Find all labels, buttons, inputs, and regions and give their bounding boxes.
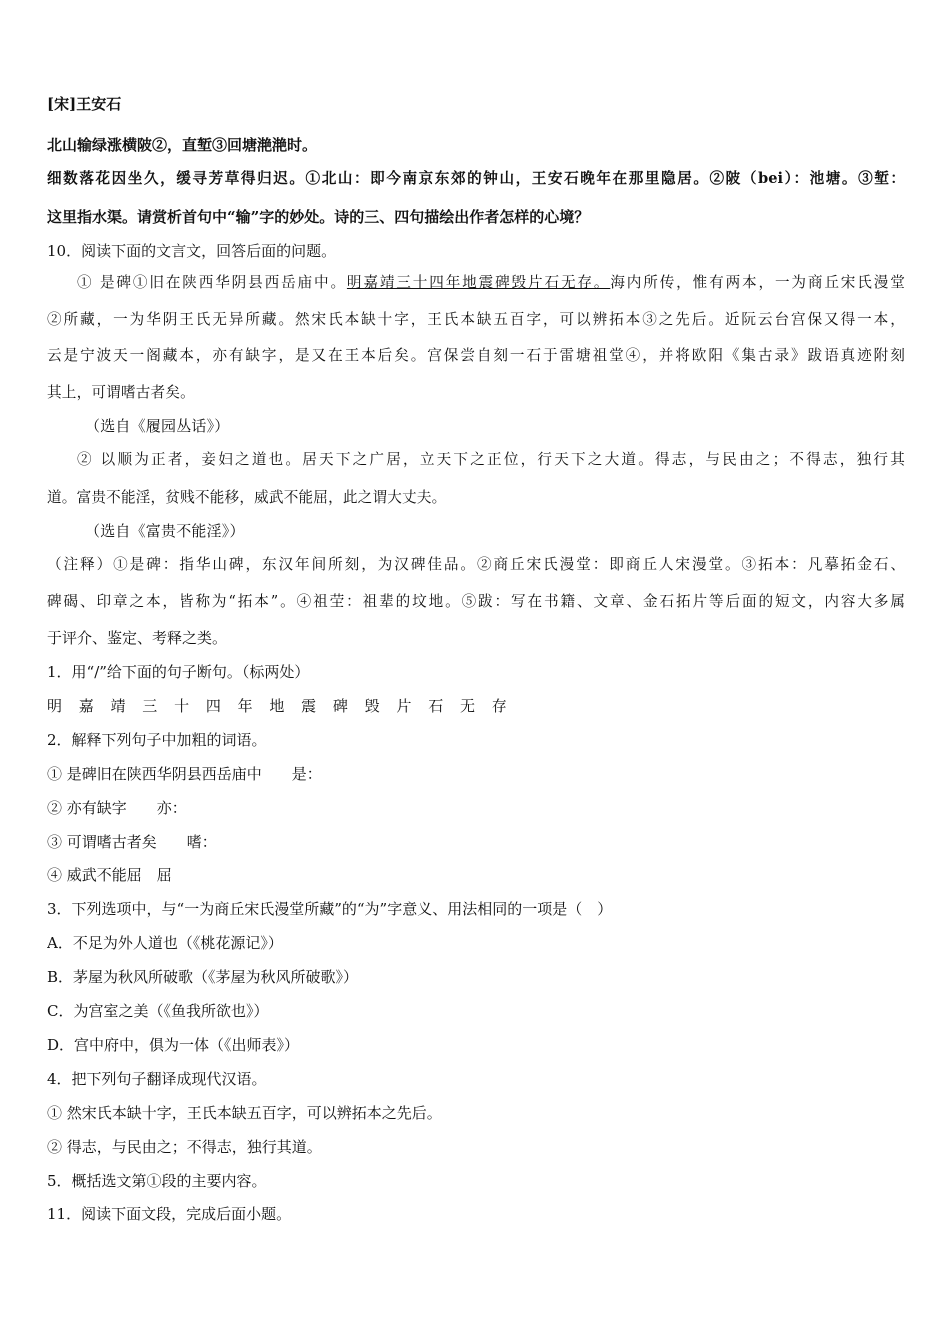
q10-passage1-line2: ②所藏，一为华阴王氏无异所藏。然宋氏本缺十字，王氏本缺五百字，可以辨拓本③之先后。近阮云台宫保又得一本， [47, 311, 905, 328]
q10-passage2-line1: ② 以顺为正者，妾妇之道也。居天下之广居，立天下之正位，行天下之大道。得志，与民由之；不得志，独行其 [77, 451, 905, 468]
poem-author: [宋]王安石 [47, 95, 122, 113]
subq2-item-2: ② 亦有缺字 亦： [47, 799, 187, 817]
poem-question: 这里指水渠。请赏析首句中“输”字的妙处。诗的三、四句描绘出作者怎样的心境？ [47, 208, 590, 226]
poem-line-2: 细数落花因坐久，缓寻芳草得归迟。①北山：即今南京东郊的钟山，王安石晚年在那里隐居。②陂（bei）：池塘。③堑： [47, 170, 905, 187]
subq3-option-c: C．为宫室之美（《鱼我所欲也》） [47, 1002, 269, 1020]
q10-notes-line2: 碑碣、印章之本，皆称为“拓本”。④祖茔：祖辈的坟地。⑤跋：写在书籍、文章、金石拓片等后面的短文，内容大多属 [47, 593, 905, 610]
q10-source-2: （选自《富贵不能淫》） [85, 522, 245, 540]
subq4-item-2: ② 得志，与民由之；不得志，独行其道。 [47, 1138, 322, 1156]
passage1-underlined: 明嘉靖三十四年地震碑毁片石无存。 [346, 274, 611, 291]
q10-title: 10．阅读下面的文言文，回答后面的问题。 [47, 242, 337, 260]
q10-source-1: （选自《履园丛话》） [85, 417, 230, 435]
subq3-option-d: D．宫中府中，俱为一体（《出师表》） [47, 1036, 300, 1054]
subq3-option-a: A．不足为外人道也（《桃花源记》） [47, 934, 283, 952]
subq4-item-1: ① 然宋氏本缺十字，王氏本缺五百字，可以辨拓本之先后。 [47, 1104, 442, 1122]
q10-passage2-line2: 道。富贵不能淫，贫贱不能移，威武不能屈，此之谓大丈夫。 [47, 489, 447, 506]
subq4-prompt: 4．把下列句子翻译成现代汉语。 [47, 1070, 267, 1088]
q10-passage1-line1 [47, 273, 905, 293]
subq1-sentence: 明 嘉 靖 三 十 四 年 地 震 碑 毁 片 石 无 存 [47, 697, 513, 715]
passage1-start: ① 是碑①旧在陕西华阴县西岳庙中。 [77, 274, 347, 291]
subq5-prompt: 5．概括选文第①段的主要内容。 [47, 1172, 267, 1190]
q10-passage1-line4: 其上，可谓嗜古者矣。 [47, 384, 195, 401]
subq3-prompt: 3．下列选项中，与“一为商丘宋氏漫堂所藏”的“为”字意义、用法相同的一项是（ ） [47, 900, 613, 918]
subq1-prompt: 1．用“/”给下面的句子断句。（标两处） [47, 663, 310, 681]
subq2-item-1: ① 是碑旧在陕西华阴县西岳庙中 是： [47, 765, 322, 783]
subq3-option-b: B．茅屋为秋风所破歌（《茅屋为秋风所破歌》） [47, 968, 359, 986]
subq2-prompt: 2．解释下列句子中加粗的词语。 [47, 731, 267, 749]
q11-title: 11．阅读下面文段，完成后面小题。 [47, 1205, 292, 1223]
q10-notes-line3: 于评介、鉴定、考释之类。 [47, 629, 228, 647]
q10-passage1-line3: 云是宁波天一阁藏本，亦有缺字，是又在王本后矣。宫保尝自刻一石于雷塘祖堂④，并将欧阳《集古录》跋语真迹附刻 [47, 347, 905, 364]
passage1-rest: 海内所传，惟有两本，一为商丘宋氏漫堂 [610, 274, 905, 291]
subq2-item-4: ④ 威武不能屈 屈 [47, 866, 172, 884]
q10-notes-line1: （注释）①是碑：指华山碑，东汉年间所刻，为汉碑佳品。②商丘宋氏漫堂：即商丘人宋漫堂。③拓本：凡摹拓金石、 [47, 556, 905, 573]
poem-line-1: 北山输绿涨横陂②，直堑③回塘滟滟时。 [47, 136, 318, 154]
subq2-item-3: ③ 可谓嗜古者矣 嗜： [47, 833, 217, 851]
